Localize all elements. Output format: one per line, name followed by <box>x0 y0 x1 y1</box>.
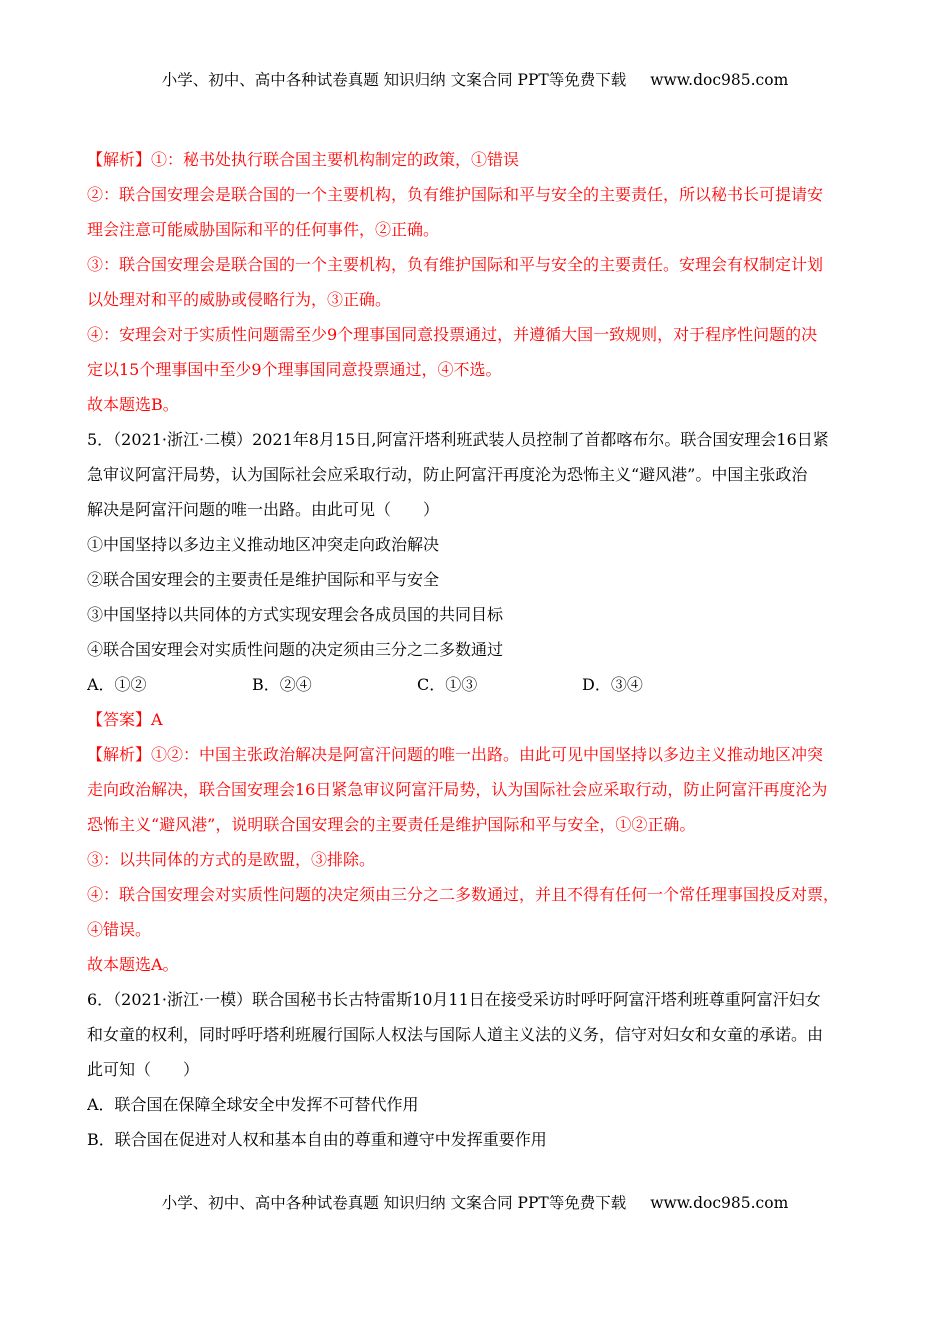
footer-text: 小学、初中、高中各种试卷真题 知识归纳 文案合同 PPT等免费下载 <box>161 1194 627 1212</box>
statement-2: ②联合国安理会的主要责任是维护国际和平与安全 <box>87 570 440 589</box>
analysis-line: ③：联合国安理会是联合国的一个主要机构，负有维护国际和平与安全的主要责任。安理会有权制定计划 <box>87 255 824 274</box>
q4-analysis <box>87 142 863 422</box>
question-5 <box>87 422 863 982</box>
statement-1: ①中国坚持以多边主义推动地区冲突走向政治解决 <box>87 535 440 554</box>
analysis-line: ④：联合国安理会对实质性问题的决定须由三分之二多数通过，并且不得有任何一个常任理事国投反对票， <box>87 885 840 904</box>
option-a[interactable]: A．①② <box>87 675 147 694</box>
option-c[interactable]: C．①③ <box>417 675 478 694</box>
header-url[interactable]: www.doc985.com <box>650 71 789 89</box>
options-row <box>87 667 863 702</box>
question-6 <box>87 982 863 1157</box>
option-b[interactable]: B．联合国在促进对人权和基本自由的尊重和遵守中发挥重要作用 <box>87 1130 547 1149</box>
option-d[interactable]: D．③④ <box>582 675 643 694</box>
analysis-line: 走向政治解决，联合国安理会16日紧急审议阿富汗局势，认为国际社会应采取行动，防止阿富汗再度沦为 <box>87 780 828 799</box>
page-footer <box>0 1191 950 1213</box>
question-stem-line: 急审议阿富汗局势，认为国际社会应采取行动，防止阿富汗再度沦为恐怖主义“避风港”。中国主张政治 <box>87 465 808 484</box>
analysis-line: 以处理对和平的威胁或侵略行为，③正确。 <box>87 290 392 309</box>
page-header <box>0 68 950 90</box>
question-stem-line: 和女童的权利，同时呼吁塔利班履行国际人权法与国际人道主义法的义务，信守对妇女和女童的承诺。由 <box>87 1025 824 1044</box>
header-text: 小学、初中、高中各种试卷真题 知识归纳 文案合同 PPT等免费下载 <box>161 71 627 89</box>
analysis-line: ②：联合国安理会是联合国的一个主要机构，负有维护国际和平与安全的主要责任，所以秘书长可提请安 <box>87 185 824 204</box>
question-stem-line: 此可知（ ） <box>87 1060 200 1079</box>
analysis-conclusion: 故本题选B。 <box>87 395 179 414</box>
analysis-line: 理会注意可能威胁国际和平的任何事件，②正确。 <box>87 220 440 239</box>
question-stem-line: 6．（2021·浙江·一模）联合国秘书长古特雷斯10月11日在接受采访时呼吁阿富汗塔利班尊重阿富汗妇女 <box>87 990 821 1009</box>
statement-4: ④联合国安理会对实质性问题的决定须由三分之二多数通过 <box>87 640 504 659</box>
analysis-line: ④错误。 <box>87 920 152 939</box>
footer-url[interactable]: www.doc985.com <box>650 1194 789 1212</box>
analysis-line: ④：安理会对于实质性问题需至少9个理事国同意投票通过，并遵循大国一致规则，对于程序性问题的决 <box>87 325 818 344</box>
analysis-line: 【解析】①②：中国主张政治解决是阿富汗问题的唯一出路。由此可见中国坚持以多边主义推动地区冲突 <box>87 745 824 764</box>
option-a[interactable]: A．联合国在保障全球安全中发挥不可替代作用 <box>87 1095 419 1114</box>
analysis-line: 定以15个理事国中至少9个理事国同意投票通过，④不选。 <box>87 360 502 379</box>
analysis-line: 【解析】①：秘书处执行联合国主要机构制定的政策，①错误 <box>87 150 520 169</box>
option-b[interactable]: B．②④ <box>252 675 312 694</box>
analysis-line: ③：以共同体的方式的是欧盟，③排除。 <box>87 850 376 869</box>
question-stem-line: 解决是阿富汗问题的唯一出路。由此可见（ ） <box>87 500 440 519</box>
statement-3: ③中国坚持以共同体的方式实现安理会各成员国的共同目标 <box>87 605 504 624</box>
document-body <box>87 142 863 1157</box>
answer-line: 【答案】A <box>87 710 163 729</box>
analysis-line: 恐怖主义“避风港”，说明联合国安理会的主要责任是维护国际和平与安全，①②正确。 <box>87 815 696 834</box>
analysis-conclusion: 故本题选A。 <box>87 955 179 974</box>
q5-answer-block <box>87 702 863 982</box>
question-stem-line: 5．（2021·浙江·二模）2021年8月15日,阿富汗塔利班武装人员控制了首都喀布尔。联合国安理会16日紧 <box>87 430 829 449</box>
